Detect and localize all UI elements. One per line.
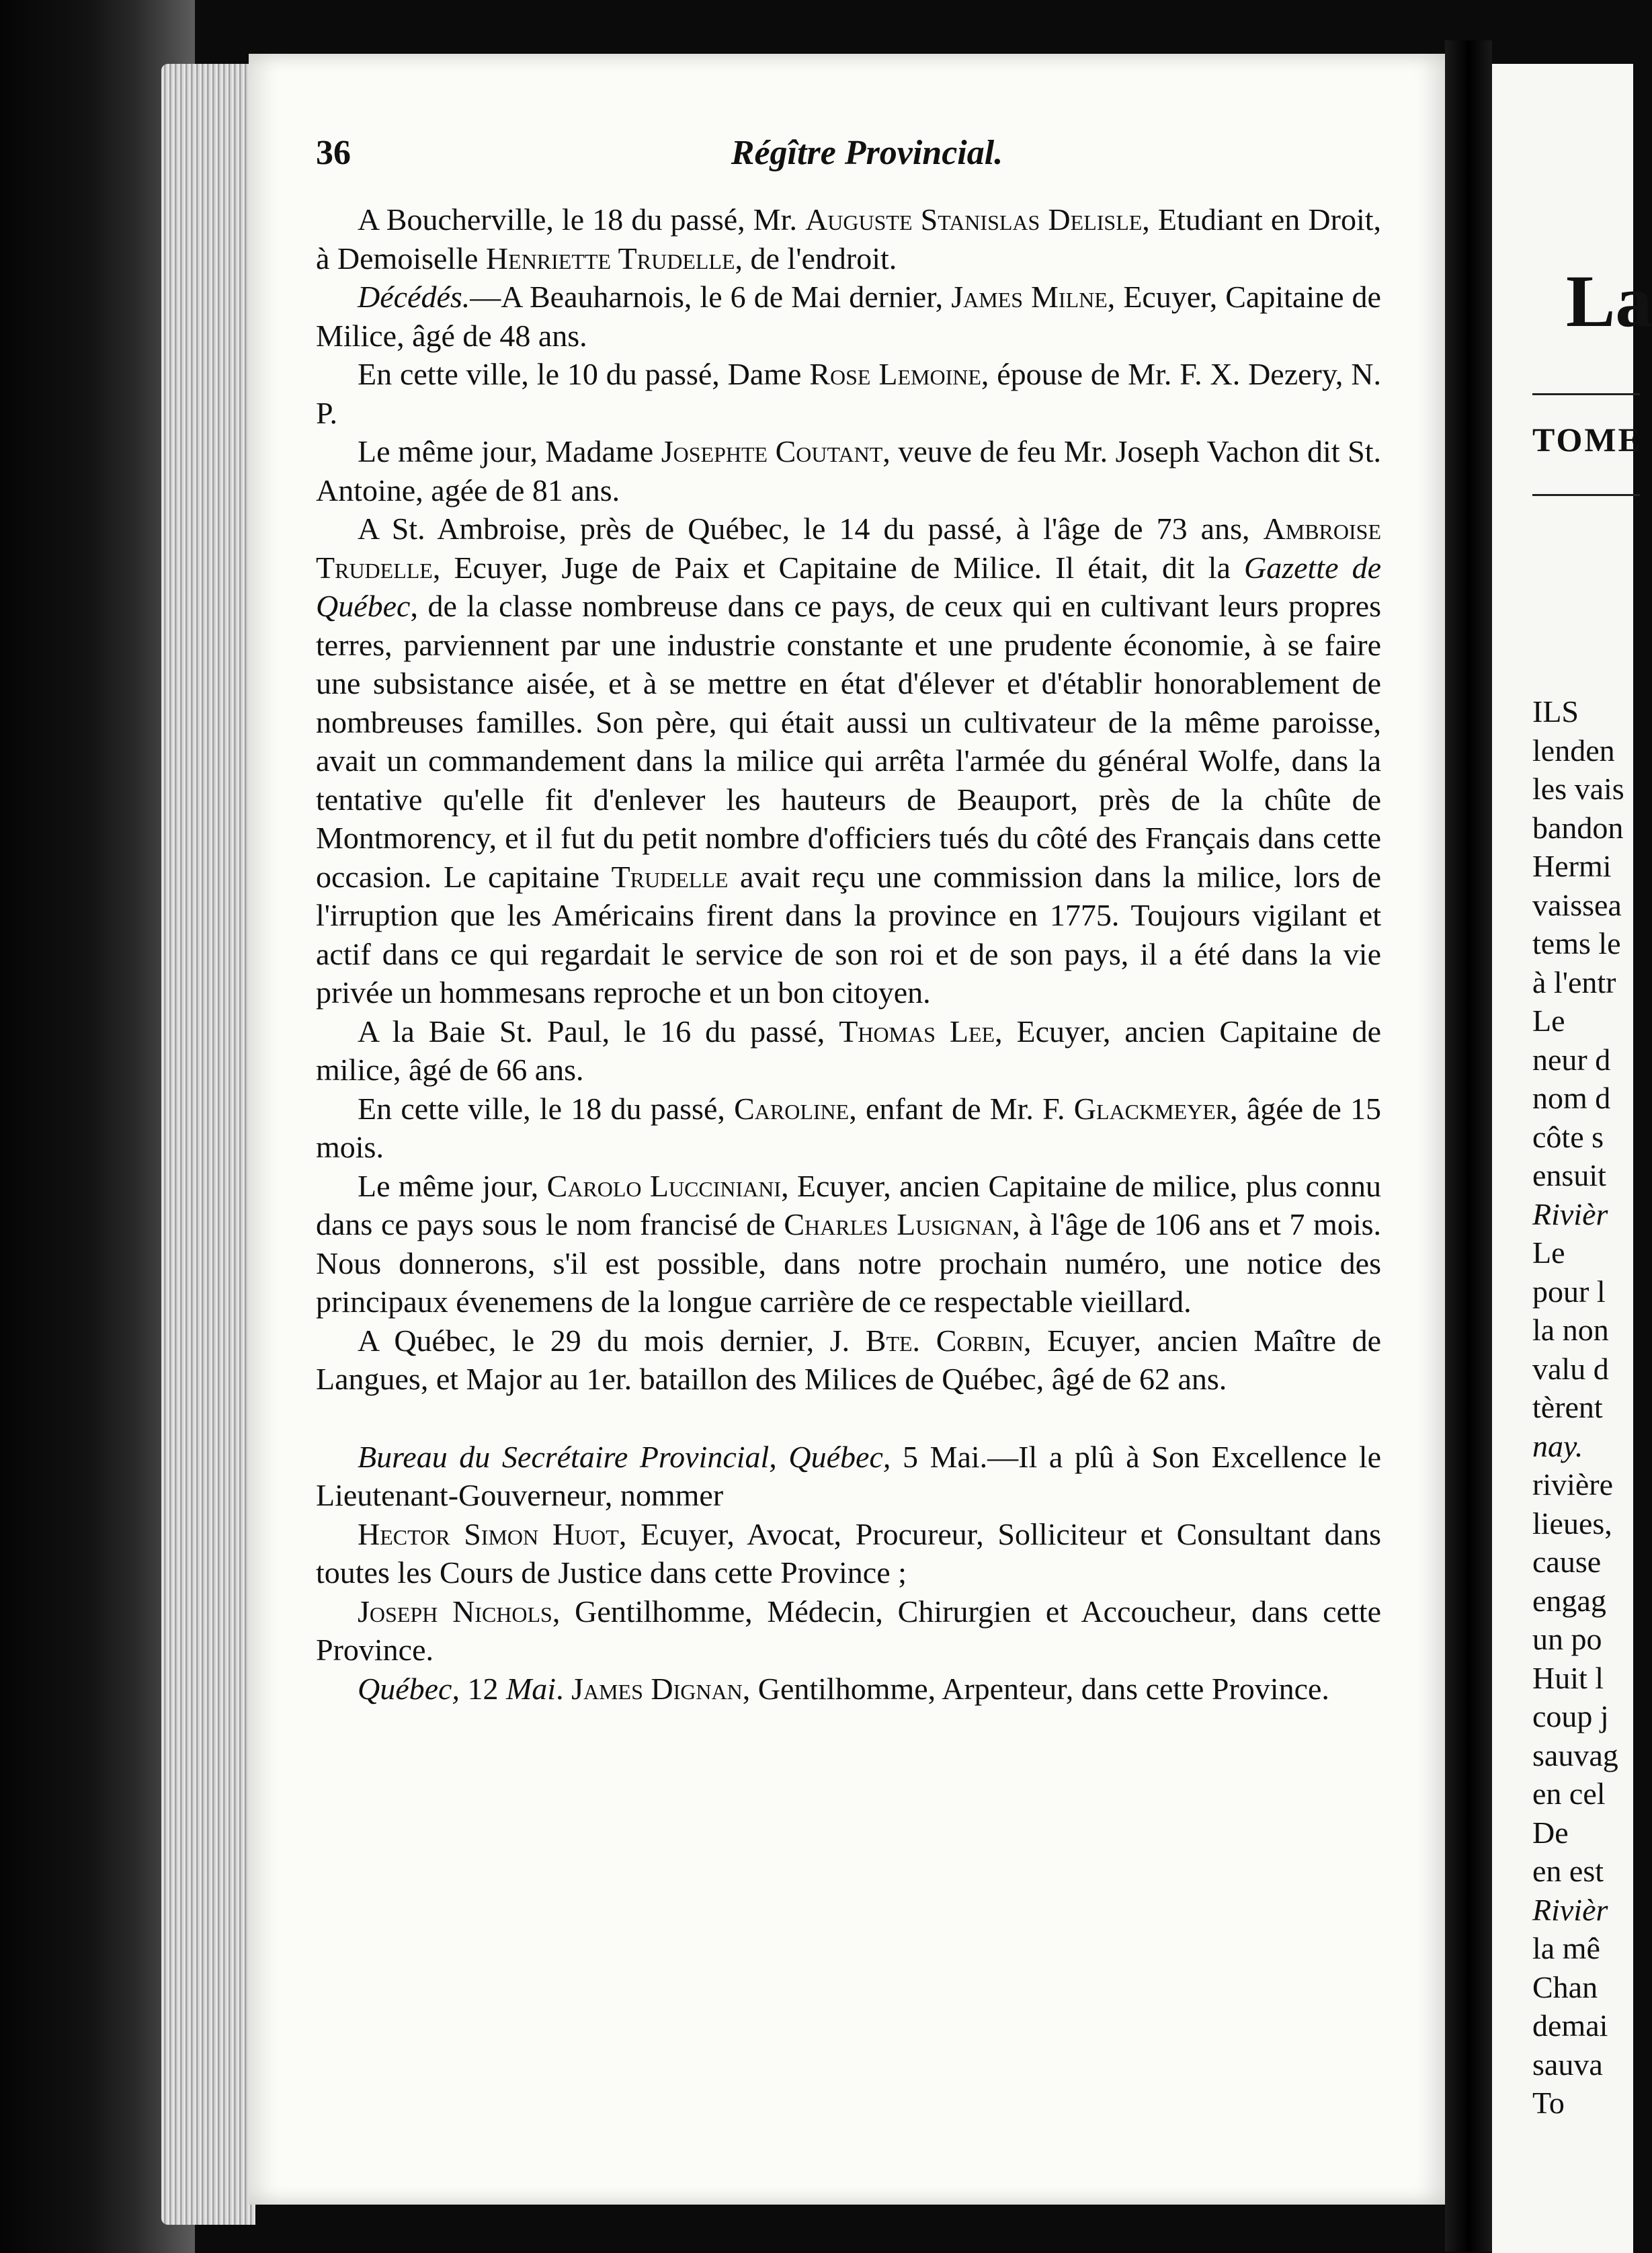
text-run: A St. Ambroise, près de Québec, le 14 du passé, à l'âge de 73 ans, — [358, 511, 1264, 546]
text-run: A Québec, le 29 du mois dernier, J. — [358, 1323, 866, 1358]
facing-line-fragment: côte s — [1532, 1119, 1604, 1154]
facing-line-fragment: lieues, — [1532, 1506, 1612, 1541]
person-name: Thomas Lee — [839, 1014, 995, 1049]
paragraph — [316, 355, 1381, 432]
text-run: En cette ville, le 10 du passé, Dame — [358, 357, 810, 391]
text-run: , Ecuyer, Capitaine de Milice, âgé de 48 ans. — [316, 280, 1381, 353]
text-run: , Ecuyer, Juge de Paix et Capitaine de Milice. Il était, dit la — [432, 550, 1244, 585]
facing-rule-top — [1532, 393, 1640, 395]
facing-line-fragment: les vais — [1532, 772, 1624, 806]
facing-line-fragment: Huit l — [1532, 1660, 1604, 1695]
italic-text: Bureau du Secrétaire Provincial, Québec, — [358, 1439, 891, 1474]
paragraph — [316, 1592, 1381, 1670]
facing-line-fragment: neur d — [1532, 1042, 1611, 1077]
text-run: , épouse de Mr. F. X. Dezery, N. P. — [316, 357, 1381, 430]
person-name: Henriette Trudelle — [485, 241, 735, 276]
facing-line-fragment: vaissea — [1532, 887, 1622, 922]
text-run: , Ecuyer, ancien Capitaine de milice, plus connu dans ce pays sous le nom francisé de — [316, 1168, 1382, 1241]
facing-title-fragment: La — [1566, 260, 1652, 342]
facing-line-fragment: De — [1532, 1815, 1569, 1850]
facing-header-fragment: TOME — [1532, 421, 1643, 458]
facing-line-fragment: nay. — [1532, 1428, 1583, 1463]
text-run: , âgée de 15 mois. — [316, 1091, 1381, 1164]
facing-line-fragment: tèrent — [1532, 1390, 1603, 1424]
facing-line-fragment: Chan — [1532, 1969, 1598, 2004]
text-run: , Gentilhomme, Médecin, Chirurgien et Accoucheur, dans cette Province. — [316, 1594, 1381, 1667]
text-run: . — [556, 1671, 572, 1706]
body-text — [316, 200, 1381, 1708]
person-name: Charles Lusignan — [784, 1207, 1013, 1241]
paragraph — [316, 1438, 1381, 1515]
facing-line-fragment: ensuit — [1532, 1158, 1606, 1192]
text-run: A Boucherville, le 18 du passé, Mr. — [358, 202, 806, 237]
paragraph — [316, 1321, 1381, 1399]
facing-line-fragment: Rivièr — [1532, 1892, 1608, 1927]
text-run: A la Baie St. Paul, le 16 du passé, — [358, 1014, 839, 1049]
paragraph — [316, 1515, 1381, 1592]
paragraph — [316, 1090, 1381, 1167]
person-name: Rose Lemoine — [809, 357, 981, 391]
text-run: , Gentilhomme, Arpenteur, dans cette Province. — [742, 1671, 1329, 1706]
page-edges — [161, 64, 255, 2225]
paragraph — [316, 509, 1381, 1012]
text-run: , de la classe nombreuse dans ce pays, de ceux qui en cultivant leurs propres terres, parviennent par une industrie constante et une prudente économie, à se faire une subsistance aisée, et à se mettre en état d'élever et d'établir honorablement de nombreuses familles. Son père, qui était aussi un cultivateur de la même paroisse, avait un commandement dans la milice qui arrêta l'armée du général Wolfe, dans la tentative qu'elle fit d'enlever les hauteurs de Beauport, près de la chûte de Montmorency, et il fut du petit nombre d'officiers tués du côté des Français dans cette occasion. Le capitaine — [316, 589, 1381, 894]
italic-text: Québec, — [358, 1671, 460, 1706]
facing-line-fragment: engag — [1532, 1583, 1606, 1618]
person-name: Caroline — [734, 1091, 850, 1126]
text-run: , à l'âge de 106 ans et 7 mois. Nous donnerons, s'il est possible, dans notre prochain numéro, une notice des principaux évenemens de la longue carrière de ce respectable vieillard. — [316, 1207, 1381, 1319]
paragraph — [316, 200, 1381, 278]
facing-line-fragment: la non — [1532, 1313, 1609, 1347]
paragraph — [316, 432, 1381, 509]
facing-line-fragment: Le — [1532, 1235, 1565, 1270]
person-name: Auguste Stanislas Delisle — [805, 202, 1143, 237]
running-title: Régître Provincial. — [731, 134, 1003, 172]
book-gutter — [1445, 40, 1492, 2252]
person-name: Ambroise Trudelle — [316, 511, 1381, 585]
text-run: , enfant de Mr. F. — [849, 1091, 1074, 1126]
facing-line-fragment: pour l — [1532, 1274, 1606, 1309]
right-facing-page — [1492, 64, 1652, 2253]
italic-text: Mai — [505, 1671, 556, 1706]
text-run: 12 — [459, 1671, 506, 1706]
facing-line-fragment: à l'entr — [1532, 965, 1616, 999]
person-name: Bte. Corbin — [865, 1323, 1024, 1358]
text-run: , Ecuyer, ancien Maître de Langues, et Major au 1er. bataillon des Milices de Québec, âgé de 62 ans. — [316, 1323, 1381, 1396]
facing-line-fragment: Hermi — [1532, 849, 1612, 883]
page-number: 36 — [316, 134, 351, 172]
text-run: , Ecuyer, ancien Capitaine de milice, âgé de 66 ans. — [316, 1014, 1382, 1087]
italic-text: Gazette de Québec — [316, 550, 1382, 623]
text-run: Le même jour, Madame — [358, 434, 661, 468]
text-run: —A Beauharnois, le 6 de Mai dernier, — [470, 280, 952, 314]
facing-line-fragment: To — [1532, 2086, 1565, 2120]
facing-line-fragment: coup j — [1532, 1699, 1609, 1733]
text-run: , Etudiant en Droit, à Demoiselle — [316, 202, 1382, 276]
facing-rule-bottom — [1532, 494, 1640, 496]
facing-text-fragments — [1532, 692, 1624, 2123]
facing-line-fragment: cause — [1532, 1545, 1602, 1579]
facing-line-fragment: en cel — [1532, 1776, 1606, 1811]
person-name: Glackmeyer — [1073, 1091, 1231, 1126]
facing-line-fragment: un po — [1532, 1622, 1602, 1656]
text-run: avait reçu une commission dans la milice, lors de l'irruption que les Américains firent dans la province en 1775. Toujours vigilant et actif dans ce qui regardait le service de son roi et de son pays, il a été dans la vie privée un hommesans reproche et un bon citoyen. — [316, 859, 1381, 1010]
paragraph — [316, 1012, 1381, 1090]
paragraph — [316, 1670, 1381, 1709]
text-run: , de l'endroit. — [735, 241, 897, 276]
paragraph — [316, 278, 1381, 355]
facing-line-fragment: la mê — [1532, 1931, 1600, 1965]
facing-line-fragment: Le — [1532, 1003, 1565, 1038]
text-run: , Ecuyer, Avocat, Procureur, Solliciteur et Consultant dans toutes les Cours de Justice dans cette Province ; — [316, 1516, 1381, 1590]
person-name: Trudelle — [611, 859, 729, 894]
person-name: James Milne — [951, 280, 1108, 314]
facing-line-fragment: ILS — [1532, 694, 1579, 729]
facing-line-fragment: lenden — [1532, 733, 1615, 768]
person-name: Josephte Coutant — [661, 434, 883, 468]
facing-line-fragment: sauva — [1532, 2047, 1603, 2082]
facing-line-fragment: tems le — [1532, 926, 1621, 960]
text-run: Le même jour, — [358, 1168, 547, 1203]
text-run: 5 Mai.—Il a plû à Son Excellence le Lieutenant-Gouverneur, nommer — [316, 1439, 1381, 1512]
facing-line-fragment: valu d — [1532, 1351, 1609, 1386]
facing-line-fragment: Rivièr — [1532, 1196, 1608, 1231]
person-name: Hector Simon Huot — [358, 1516, 619, 1551]
section-lead: Décédés. — [358, 280, 470, 314]
person-name: Carolo Lucciniani — [546, 1168, 782, 1203]
paragraph — [316, 1167, 1381, 1321]
facing-line-fragment: sauvag — [1532, 1737, 1618, 1772]
facing-line-fragment: nom d — [1532, 1081, 1611, 1115]
person-name: Joseph Nichols — [358, 1594, 552, 1629]
facing-line-fragment: en est — [1532, 1854, 1604, 1888]
text-run: En cette ville, le 18 du passé, — [358, 1091, 735, 1126]
text-run: , veuve de feu Mr. Joseph Vachon dit St. Antoine, agée de 81 ans. — [316, 434, 1381, 507]
facing-line-fragment: rivière — [1532, 1467, 1614, 1502]
facing-line-fragment: demai — [1532, 2008, 1608, 2043]
person-name: James Dignan — [571, 1671, 743, 1706]
facing-line-fragment: bandon — [1532, 810, 1624, 845]
